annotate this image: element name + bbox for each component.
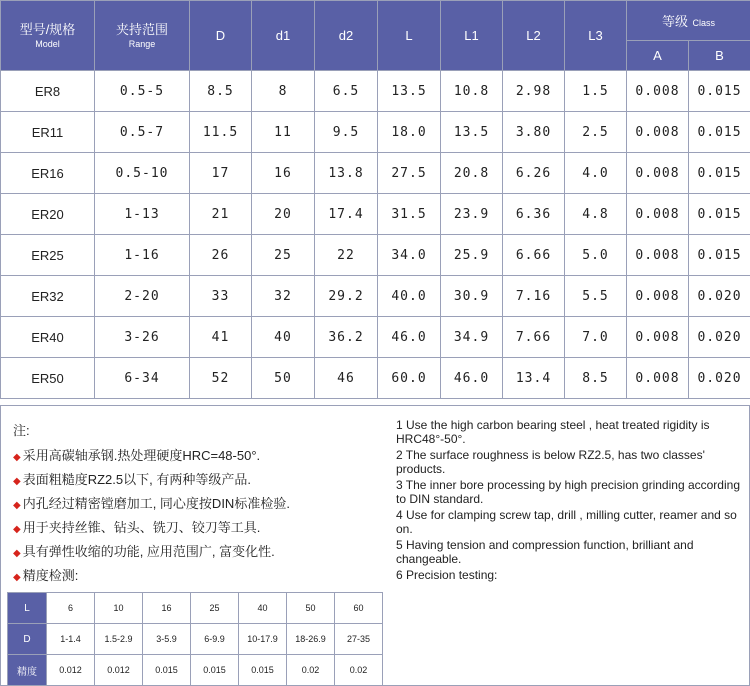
precision-label-D: D	[8, 624, 47, 655]
header-L1: L1	[441, 1, 503, 71]
cell-d2: 36.2	[315, 317, 378, 358]
cell-model: ER50	[1, 358, 95, 399]
table-row	[1, 235, 750, 276]
cell-L: 46.0	[378, 317, 441, 358]
precision-table	[7, 592, 383, 686]
precision-cell: 0.015	[239, 655, 287, 686]
diamond-bullet-icon: ◆	[13, 572, 21, 583]
cell-A: 0.008	[627, 358, 689, 399]
precision-cell: 40	[239, 593, 287, 624]
cell-L1: 13.5	[441, 112, 503, 153]
cell-L2: 6.66	[503, 235, 565, 276]
cell-L2: 2.98	[503, 71, 565, 112]
list-item: 5 Having tension and compression function, brilliant and changeable.	[396, 538, 694, 566]
cell-L3: 7.0	[565, 317, 627, 358]
header-L2: L2	[503, 1, 565, 71]
cell-d2: 22	[315, 235, 378, 276]
cell-A: 0.008	[627, 71, 689, 112]
table-row	[1, 112, 750, 153]
cell-A: 0.008	[627, 194, 689, 235]
list-item: ◆ 精度检测:	[13, 568, 79, 583]
header-model: 型号/规格 Model	[1, 1, 95, 71]
cell-d2: 6.5	[315, 71, 378, 112]
cell-L3: 5.5	[565, 276, 627, 317]
cell-model: ER25	[1, 235, 95, 276]
diamond-bullet-icon: ◆	[13, 476, 21, 487]
cell-d2: 29.2	[315, 276, 378, 317]
cell-d1: 40	[252, 317, 315, 358]
cell-A: 0.008	[627, 153, 689, 194]
cell-L: 31.5	[378, 194, 441, 235]
cell-D: 41	[190, 317, 252, 358]
cell-B: 0.015	[689, 235, 750, 276]
precision-cell: 25	[191, 593, 239, 624]
cell-L: 34.0	[378, 235, 441, 276]
cell-L2: 13.4	[503, 358, 565, 399]
cell-model: ER16	[1, 153, 95, 194]
cell-d2: 17.4	[315, 194, 378, 235]
notes-panel	[0, 405, 750, 686]
table-row	[1, 358, 750, 399]
list-item: ◆ 表面粗糙度RZ2.5以下, 有两种等级产品.	[13, 472, 251, 487]
cell-range: 0.5-7	[95, 112, 190, 153]
header-grade-B: B	[689, 41, 750, 71]
precision-label-L: L	[8, 593, 47, 624]
cell-range: 1-16	[95, 235, 190, 276]
precision-cell: 0.015	[191, 655, 239, 686]
list-item: ◆ 采用高碳轴承钢.热处理硬度HRC=48-50°.	[13, 448, 261, 463]
cell-L1: 46.0	[441, 358, 503, 399]
precision-cell: 1-1.4	[47, 624, 95, 655]
cell-range: 1-13	[95, 194, 190, 235]
table-row	[1, 194, 750, 235]
cell-L: 60.0	[378, 358, 441, 399]
diamond-bullet-icon: ◆	[13, 548, 21, 559]
cell-D: 52	[190, 358, 252, 399]
table-row	[1, 71, 750, 112]
cell-B: 0.015	[689, 112, 750, 153]
cell-L3: 8.5	[565, 358, 627, 399]
diamond-bullet-icon: ◆	[13, 452, 21, 463]
cell-L: 27.5	[378, 153, 441, 194]
header-L3: L3	[565, 1, 627, 71]
precision-cell: 0.02	[335, 655, 383, 686]
precision-cell: 16	[143, 593, 191, 624]
cell-L1: 25.9	[441, 235, 503, 276]
cell-L: 40.0	[378, 276, 441, 317]
cell-L3: 1.5	[565, 71, 627, 112]
cell-d1: 16	[252, 153, 315, 194]
cell-L2: 7.16	[503, 276, 565, 317]
cell-model: ER8	[1, 71, 95, 112]
cell-model: ER11	[1, 112, 95, 153]
precision-cell: 18-26.9	[287, 624, 335, 655]
cell-L2: 6.36	[503, 194, 565, 235]
cell-L3: 5.0	[565, 235, 627, 276]
cell-model: ER40	[1, 317, 95, 358]
precision-cell: 3-5.9	[143, 624, 191, 655]
cell-B: 0.015	[689, 71, 750, 112]
diamond-bullet-icon: ◆	[13, 500, 21, 511]
precision-cell: 1.5-2.9	[95, 624, 143, 655]
precision-cell: 60	[335, 593, 383, 624]
table-row	[1, 153, 750, 194]
precision-cell: 27-35	[335, 624, 383, 655]
cell-D: 11.5	[190, 112, 252, 153]
list-item: 3 The inner bore processing by high precision grinding according to DIN standard.	[396, 478, 740, 506]
precision-cell: 50	[287, 593, 335, 624]
precision-cell: 6-9.9	[191, 624, 239, 655]
cell-model: ER20	[1, 194, 95, 235]
cell-B: 0.015	[689, 153, 750, 194]
precision-cell: 10	[95, 593, 143, 624]
precision-cell: 0.015	[143, 655, 191, 686]
notes-zh	[13, 420, 393, 589]
cell-range: 6-34	[95, 358, 190, 399]
cell-d1: 50	[252, 358, 315, 399]
cell-range: 0.5-5	[95, 71, 190, 112]
list-item: 6 Precision testing:	[396, 568, 498, 582]
cell-L3: 4.8	[565, 194, 627, 235]
table-row	[1, 317, 750, 358]
cell-L3: 2.5	[565, 112, 627, 153]
cell-A: 0.008	[627, 317, 689, 358]
precision-cell: 0.02	[287, 655, 335, 686]
cell-D: 21	[190, 194, 252, 235]
cell-D: 8.5	[190, 71, 252, 112]
cell-L3: 4.0	[565, 153, 627, 194]
diamond-bullet-icon: ◆	[13, 524, 21, 535]
cell-L2: 3.80	[503, 112, 565, 153]
cell-B: 0.015	[689, 194, 750, 235]
cell-L1: 34.9	[441, 317, 503, 358]
table-row	[1, 276, 750, 317]
cell-range: 2-20	[95, 276, 190, 317]
precision-cell: 0.012	[95, 655, 143, 686]
cell-D: 26	[190, 235, 252, 276]
cell-d1: 32	[252, 276, 315, 317]
notes-en-list	[396, 418, 746, 584]
precision-row-L	[8, 593, 383, 624]
notes-zh-list	[13, 445, 393, 589]
cell-B: 0.020	[689, 276, 750, 317]
cell-d1: 20	[252, 194, 315, 235]
precision-cell: 10-17.9	[239, 624, 287, 655]
precision-cell: 0.012	[47, 655, 95, 686]
cell-L1: 23.9	[441, 194, 503, 235]
cell-D: 17	[190, 153, 252, 194]
cell-L2: 7.66	[503, 317, 565, 358]
cell-B: 0.020	[689, 358, 750, 399]
cell-d2: 13.8	[315, 153, 378, 194]
cell-D: 33	[190, 276, 252, 317]
header-d2: d2	[315, 1, 378, 71]
cell-A: 0.008	[627, 112, 689, 153]
cell-L: 18.0	[378, 112, 441, 153]
header-L: L	[378, 1, 441, 71]
precision-row-accuracy	[8, 655, 383, 686]
cell-d1: 8	[252, 71, 315, 112]
cell-B: 0.020	[689, 317, 750, 358]
list-item: 2 The surface roughness is below RZ2.5, has two classes' products.	[396, 448, 705, 476]
cell-L1: 20.8	[441, 153, 503, 194]
cell-L1: 30.9	[441, 276, 503, 317]
cell-model: ER32	[1, 276, 95, 317]
cell-L1: 10.8	[441, 71, 503, 112]
cell-d2: 9.5	[315, 112, 378, 153]
list-item: 1 Use the high carbon bearing steel , heat treated rigidity is HRC48°-50°.	[396, 418, 710, 446]
list-item: ◆ 用于夹持丝锥、钻头、铣刀、铰刀等工具.	[13, 520, 261, 535]
notes-title: 注:	[13, 423, 30, 438]
list-item: ◆ 具有弹性收缩的功能, 应用范围广, 富变化性.	[13, 544, 275, 559]
header-grade-A: A	[627, 41, 689, 71]
cell-d1: 11	[252, 112, 315, 153]
cell-range: 3-26	[95, 317, 190, 358]
cell-L: 13.5	[378, 71, 441, 112]
precision-cell: 6	[47, 593, 95, 624]
cell-A: 0.008	[627, 276, 689, 317]
header-grade: 等级 Class	[627, 1, 750, 41]
list-item: 4 Use for clamping screw tap, drill , milling cutter, reamer and so on.	[396, 508, 737, 536]
cell-A: 0.008	[627, 235, 689, 276]
cell-d1: 25	[252, 235, 315, 276]
header-range: 夹持范围 Range	[95, 1, 190, 71]
header-D: D	[190, 1, 252, 71]
cell-d2: 46	[315, 358, 378, 399]
cell-range: 0.5-10	[95, 153, 190, 194]
list-item: ◆ 内孔经过精密镗磨加工, 同心度按DIN标准检验.	[13, 496, 290, 511]
precision-label-accuracy: 精度	[8, 655, 47, 686]
precision-row-D	[8, 624, 383, 655]
cell-L2: 6.26	[503, 153, 565, 194]
header-d1: d1	[252, 1, 315, 71]
